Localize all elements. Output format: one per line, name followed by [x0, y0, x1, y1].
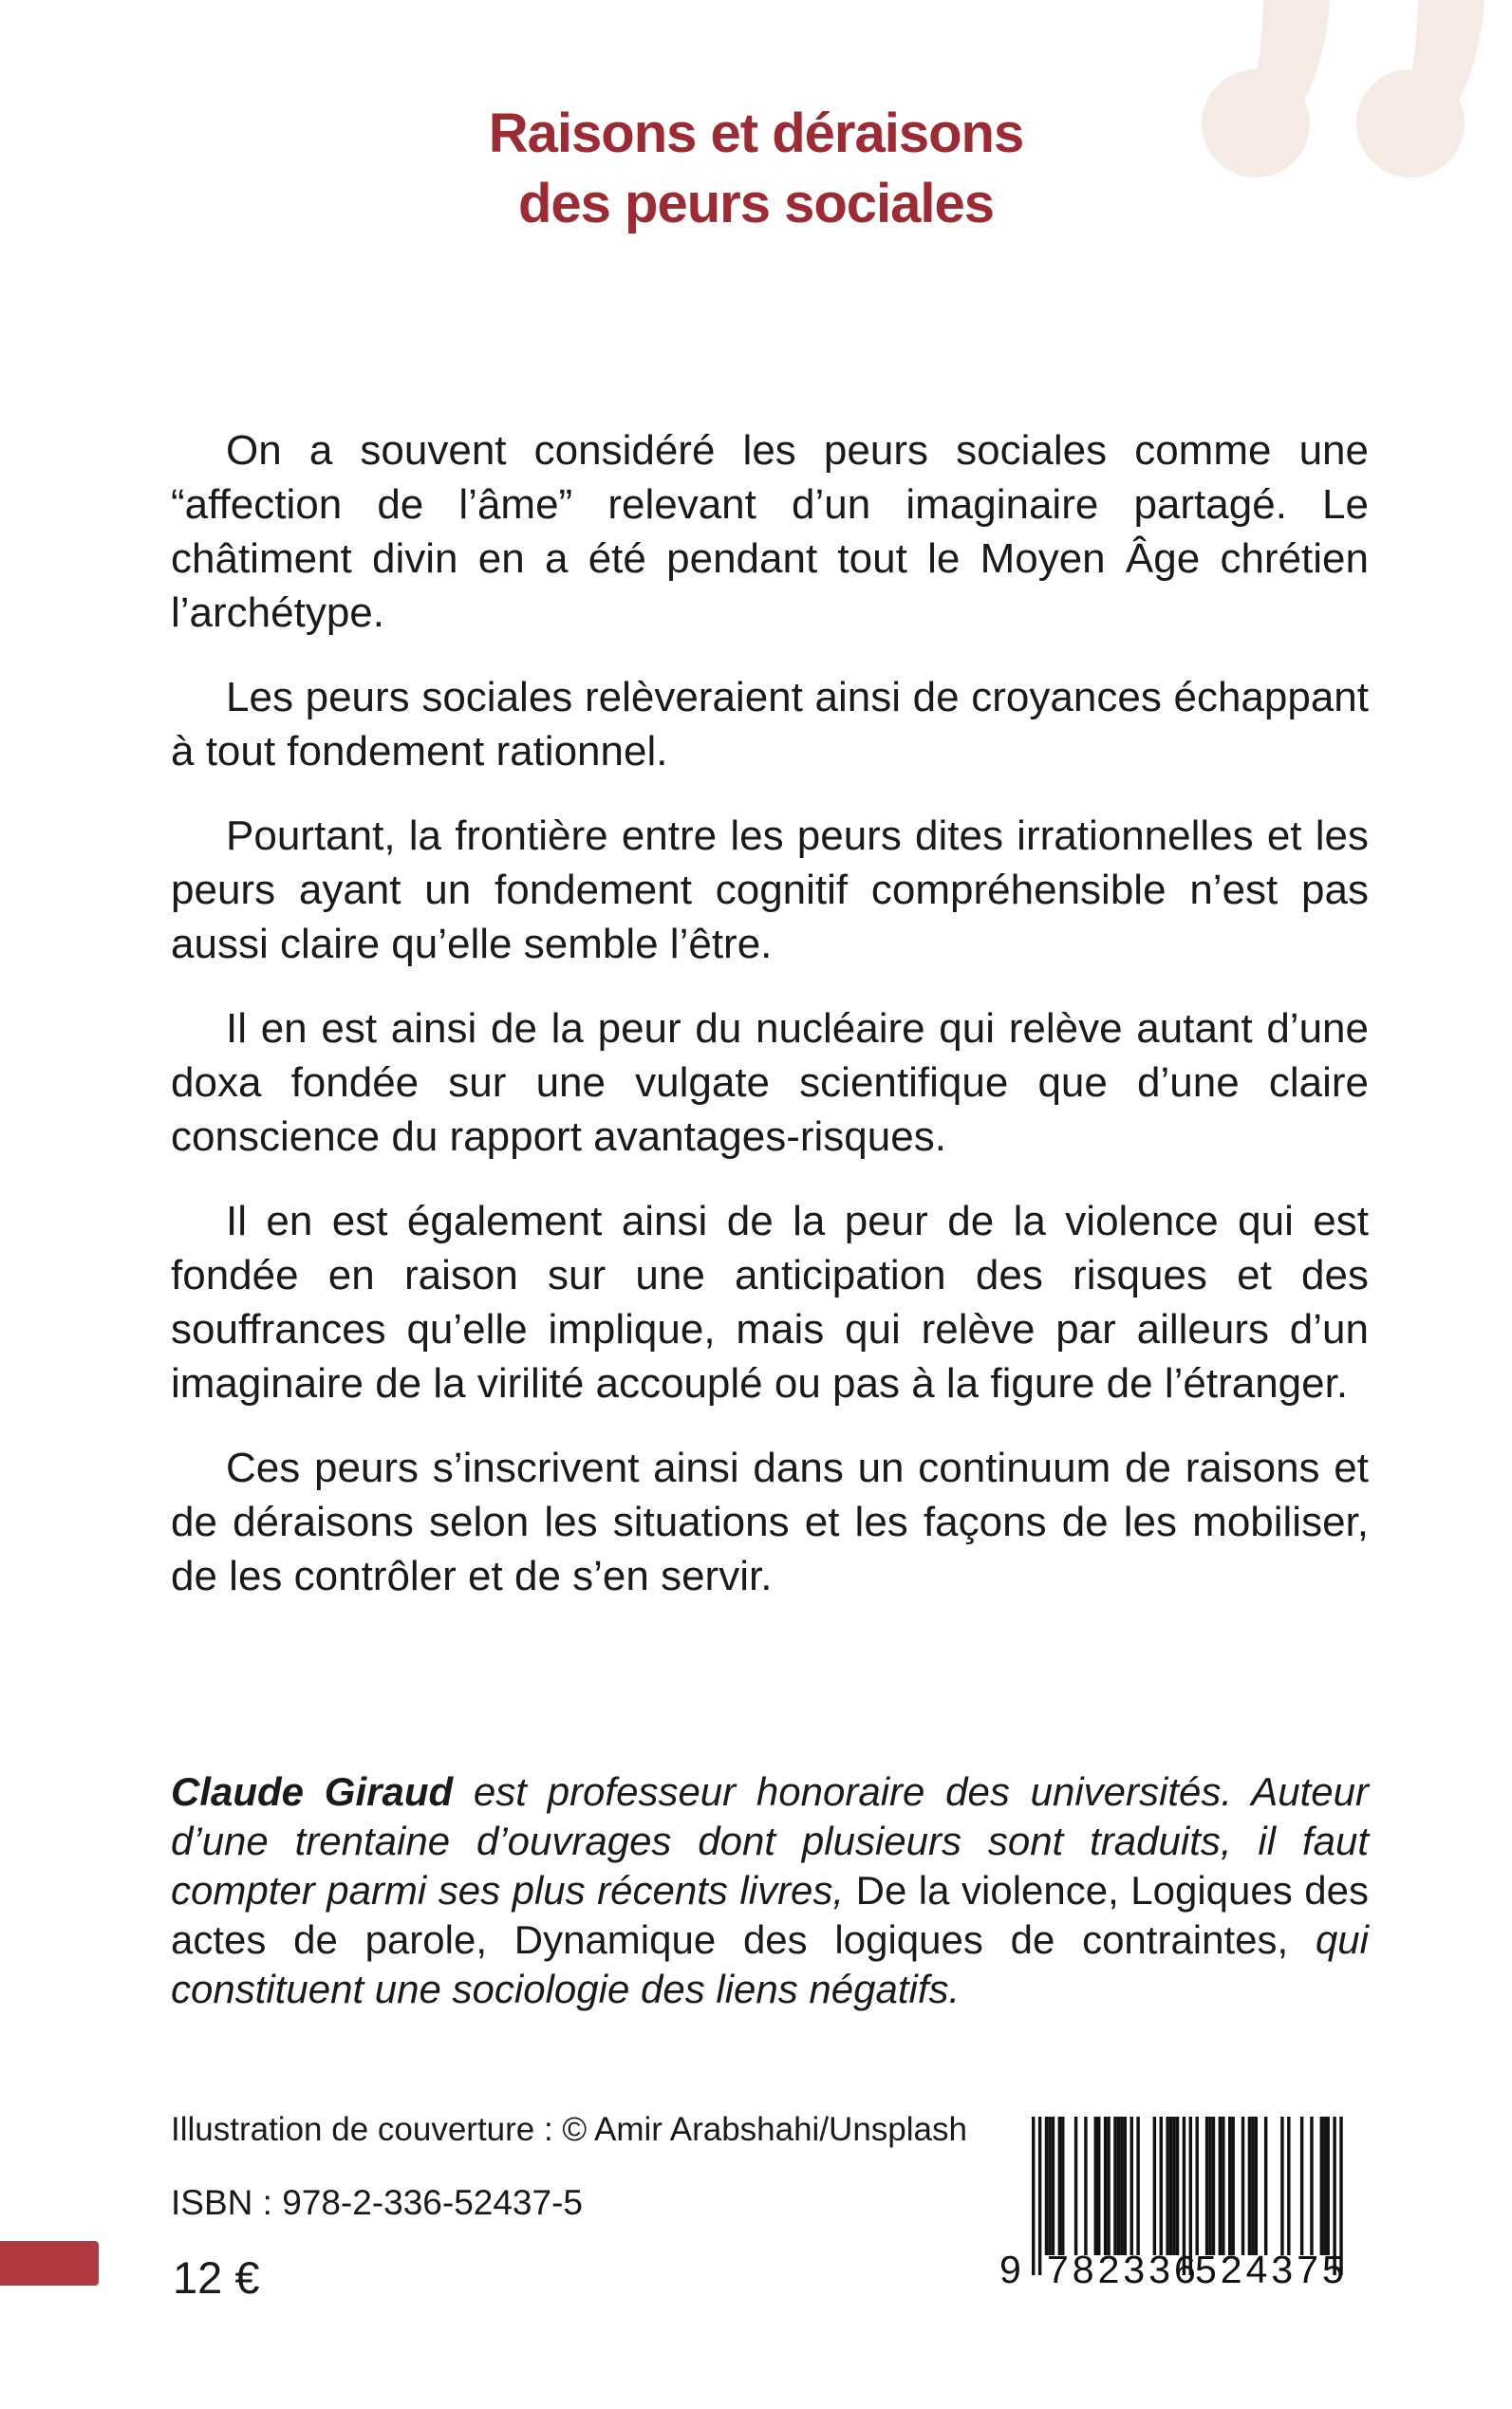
blurb: [171, 423, 1369, 1634]
ean13-barcode: [999, 2117, 1348, 2292]
blurb-paragraph: Pourtant, la frontière entre les peurs dites irrationnelles et les peurs ayant un fondement cognitif compréhensible n’est pas aussi claire qu’elle semble l’être.: [171, 812, 1369, 967]
blurb-paragraph: Les peurs sociales relèveraient ainsi de croyances échappant à tout fondement rationnel.: [171, 674, 1369, 775]
bio-book-titles: De la violence, Logiques des actes de parole, Dynamique des logiques de contraintes,: [171, 1868, 1369, 1962]
book-title-line2: des peurs sociales: [517, 173, 995, 235]
book-title-line1: Raisons et déraisons: [488, 103, 1024, 164]
barcode-digits-right: 524375: [1195, 2248, 1348, 2291]
barcode-digits-left: 782336: [1047, 2248, 1200, 2291]
author-bio: [171, 1767, 1369, 2014]
bio-text-1: est professeur honoraire des universités. Auteur d’une trentaine d’ouvrages dont plusieurs sont traduits, il faut compter parmi ses plus récents livres,: [171, 1769, 1369, 1913]
price-text: 12 €: [173, 2252, 260, 2303]
author-name: Claude Giraud: [171, 1769, 454, 1814]
blurb-paragraph: Ces peurs s’inscrivent ainsi dans un continuum de raisons et de déraisons selon les situations et les façons de les mobiliser, de les contrôler et de s’en servir.: [171, 1445, 1369, 1599]
blurb-paragraph: On a souvent considéré les peurs sociales comme une “affection de l’âme” relevant d’un imaginaire partagé. Le châtiment divin en a été pendant tout le Moyen Âge chrétien l’archétype.: [171, 427, 1369, 636]
spine-color-block: [0, 2241, 99, 2286]
blurb-paragraph: Il en est ainsi de la peur du nucléaire qui relève autant d’une doxa fondée sur une vulgate scientifique que d’une claire conscience du rapport avantages-risques.: [171, 1005, 1369, 1160]
cover-illustration-credit: Illustration de couverture : © Amir Arabshahi/Unsplash: [171, 2111, 967, 2148]
barcode-digit-first: 9: [999, 2248, 1021, 2291]
blurb-paragraph: Il en est également ainsi de la peur de la violence qui est fondée en raison sur une anticipation des risques et des souffrances qu’elle implique, mais qui relève par ailleurs d’un imaginaire de la virilité accouplé ou pas à la figure de l’étranger.: [171, 1198, 1369, 1407]
bio-text-2: qui constituent une sociologie des liens négatifs.: [171, 1917, 1369, 2011]
book-title: [0, 99, 1512, 239]
isbn-text: ISBN : 978-2-336-52437-5: [171, 2183, 583, 2222]
